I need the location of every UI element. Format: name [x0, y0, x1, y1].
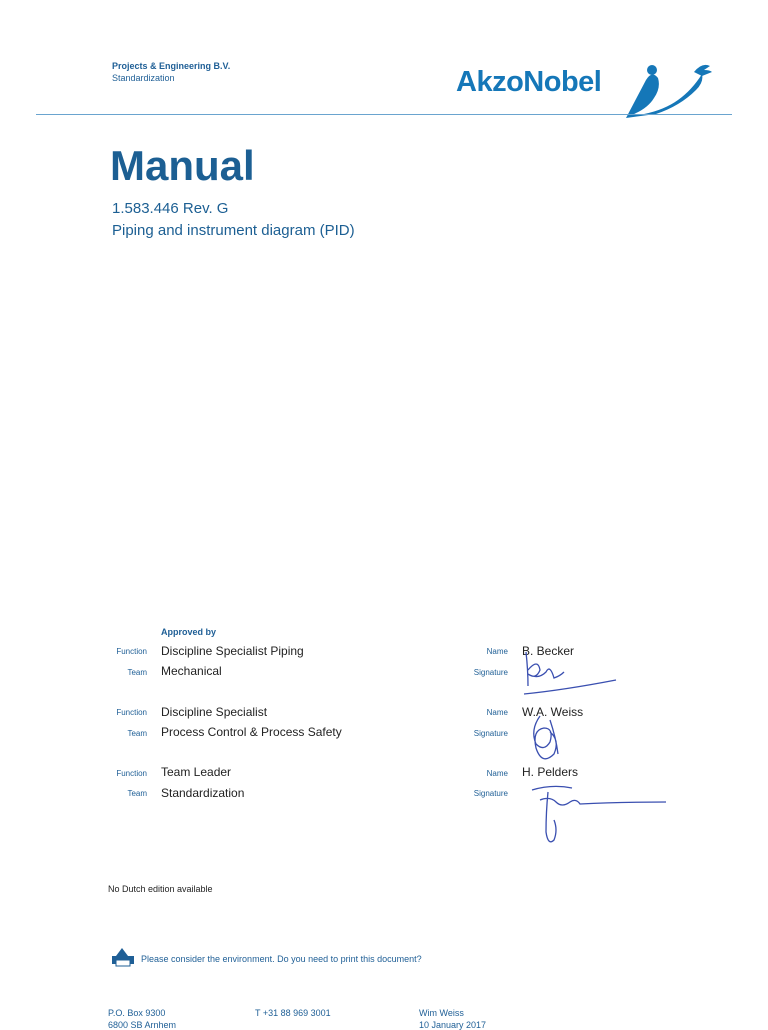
header-rule	[36, 114, 732, 115]
team-value: Standardization	[161, 786, 245, 800]
name-value: B. Becker	[522, 644, 575, 658]
signature-becker	[520, 650, 620, 698]
company-name: Projects & Engineering B.V.	[112, 61, 231, 71]
team-label: Team	[127, 789, 147, 798]
signature-weiss	[520, 712, 580, 770]
team-label: Team	[127, 729, 147, 738]
footer-author: Wim Weiss	[419, 1008, 464, 1018]
function-label: Function	[116, 647, 147, 656]
function-label: Function	[116, 769, 147, 778]
environment-note: Please consider the environment. Do you need to print this document?	[141, 954, 422, 964]
printer-environment-icon	[110, 946, 136, 968]
signature-label: Signature	[473, 668, 508, 677]
name-label: Name	[486, 647, 508, 656]
signature-pelders	[528, 778, 668, 848]
function-label: Function	[116, 708, 147, 717]
name-value: H. Pelders	[522, 765, 579, 779]
footer-address: P.O. Box 9300	[108, 1008, 166, 1018]
logo-figure-icon	[606, 60, 734, 118]
document-number: 1.583.446 Rev. G	[112, 200, 229, 217]
footer-address-line2: 6800 SB Arnhem	[108, 1020, 177, 1030]
footer-date: 10 January 2017	[419, 1020, 487, 1030]
team-value: Mechanical	[161, 664, 222, 678]
approved-by-heading: Approved by	[161, 627, 217, 637]
akzonobel-logo	[456, 60, 736, 118]
function-value: Team Leader	[161, 765, 232, 779]
name-label: Name	[486, 769, 508, 778]
logo-text: AkzoNobel	[456, 66, 602, 98]
function-value: Discipline Specialist Piping	[161, 644, 304, 658]
document-subtitle: Piping and instrument diagram (PID)	[112, 222, 355, 239]
signature-label: Signature	[473, 729, 508, 738]
signature-label: Signature	[473, 789, 508, 798]
name-value: W.A. Weiss	[522, 705, 584, 719]
department-name: Standardization	[112, 73, 175, 83]
footer-phone: T +31 88 969 3001	[255, 1008, 331, 1018]
team-value: Process Control & Process Safety	[161, 725, 342, 739]
edition-note: No Dutch edition available	[108, 884, 213, 894]
name-label: Name	[486, 708, 508, 717]
team-label: Team	[127, 668, 147, 677]
function-value: Discipline Specialist	[161, 705, 268, 719]
document-title: Manual	[110, 142, 255, 189]
